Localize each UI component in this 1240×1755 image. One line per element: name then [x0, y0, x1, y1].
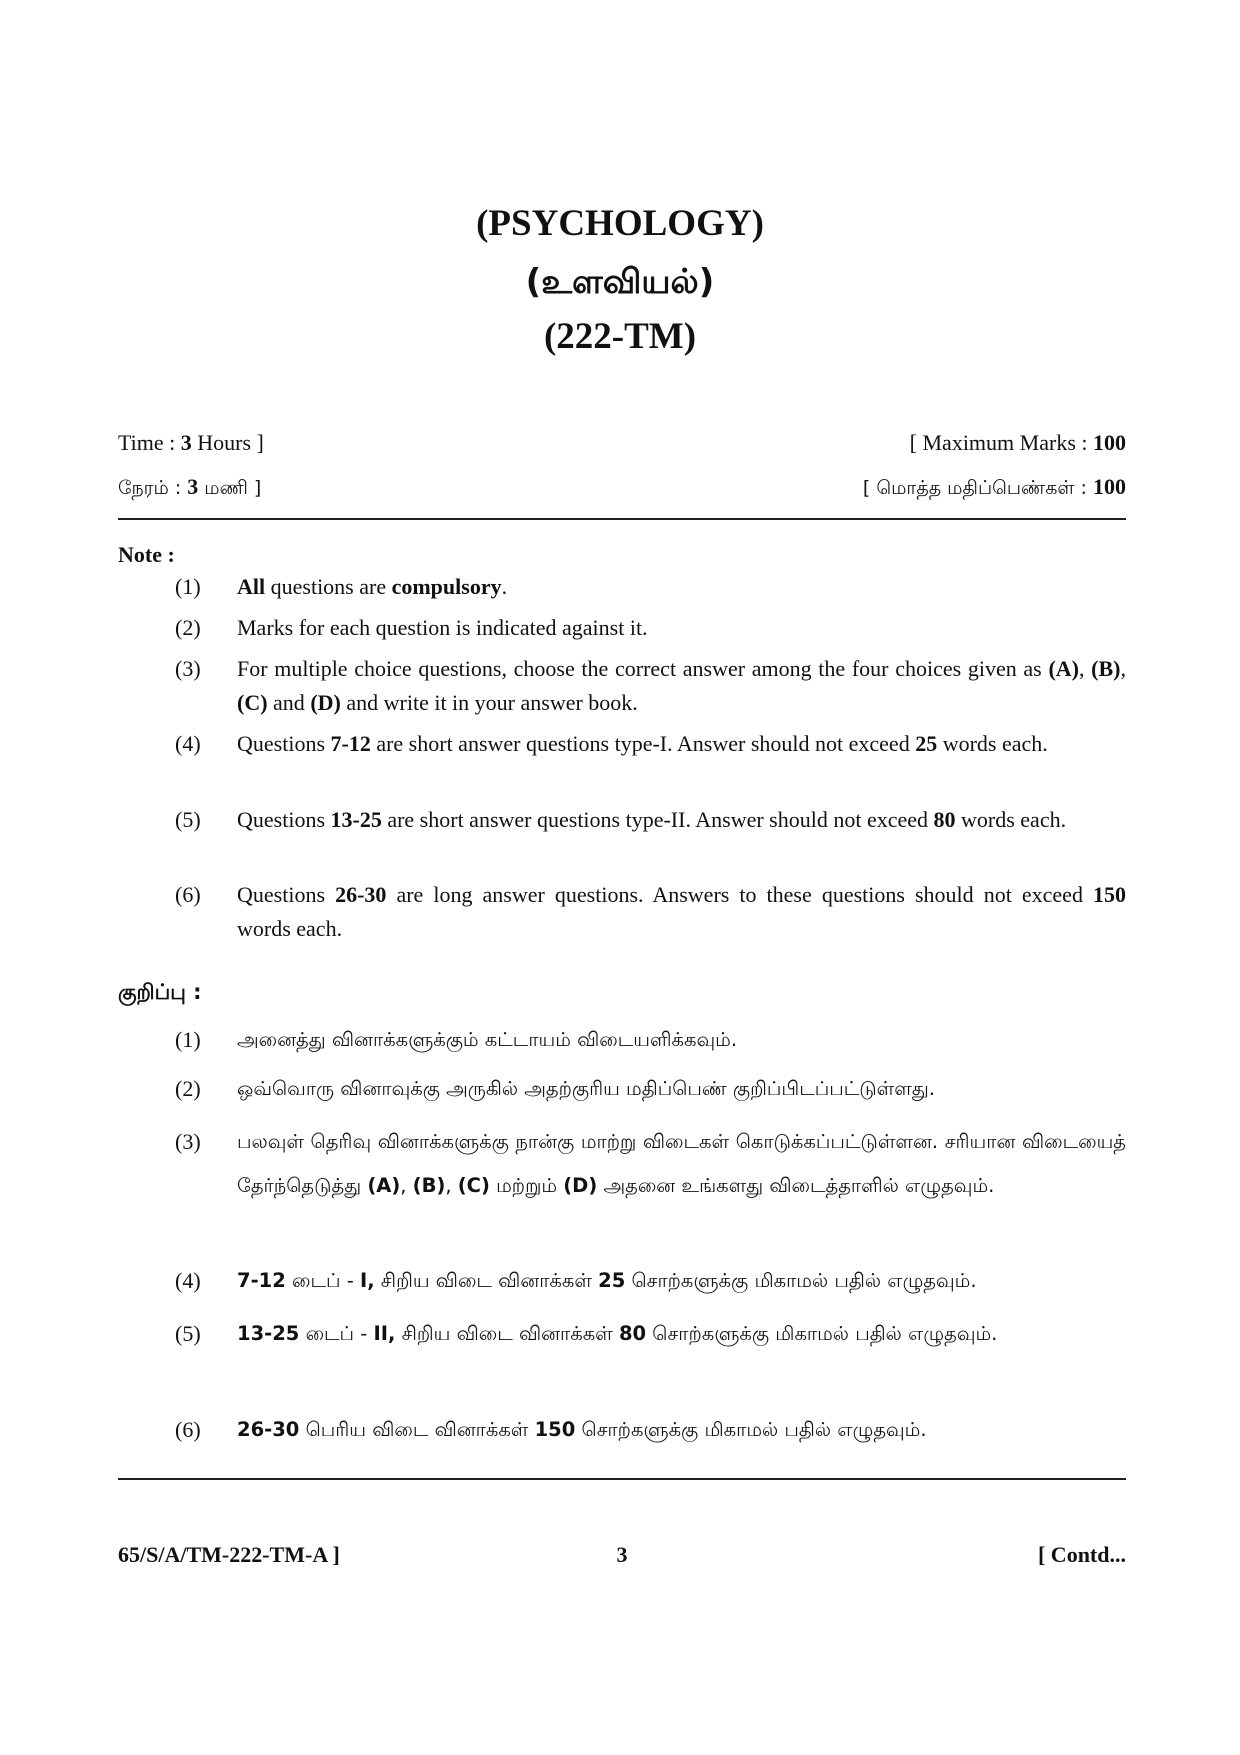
note-heading-tamil: குறிப்பு :: [118, 980, 202, 1004]
max-marks-label: [ Maximum Marks : 100: [909, 430, 1126, 455]
note-heading: Note :: [118, 542, 175, 567]
exam-page: (PSYCHOLOGY) (உளவியல்) (222-TM) Time : 3 Hours ] [ Maximum Marks : 100 நேரம் : 3 மணி ] [ மொத்த மதிப்பெண்கள் : 100 Note : (1) All questions are compulsory. (2) Marks for each question is indicated against it. (3) For multiple choice questions, choose the correct answer among the four choices given as (A), (B), (C) and (D) and write it in your answer book. (4) Questions 7-12 are short answer questions type-I. Answer should not exceed 25 words each. (5) Questions 13-25 are short answer questions type-II. Answer should not exceed 80 words each. (6) Questions 26-30 are long answer questions. Answers to these questions should not exceed 150 words each. குறிப்பு : (1) அனைத்து வினாக்களுக்கும் கட்டாயம் விடையளிக்கவும். (2) ஒவ்வொரு வினாவுக்கு அருகில் அதற்குரிய மதிப்பெண் குறிப்பிடப்பட்டுள்ளது. (3) பலவுள் தெரிவு வினாக்களுக்கு நான்கு மாற்று விடைகள் கொடுக்கப்பட்டுள்ளன. சரியான விடையைத் தேர்ந்தெடுத்து (A), (B), (C) மற்றும் (D) அதனை உங்களது விடைத்தாளில் எழுதவும். (4) 7-12 டைப் - I, சிறிய விடை வினாக்கள் 25 சொற்களுக்கு மிகாமல் பதில் எழுதவும். (5) 13-25 டைப் - II, சிறிய விடை வினாக்கள் 80 சொற்களுக்கு மிகாமல் பதில் எழுதவும். (6) 26-30 பெரிய விடை வினாக்கள் 150 சொற்களுக்கு மிகாமல் பதில் எழுதவும். 65/S/A/TM-222-TM-A ] 3 [ Contd...: [0, 0, 1240, 1755]
time-label-tamil: நேரம் : 3 மணி ]: [118, 474, 262, 499]
continued-label: [ Contd...: [1037, 1542, 1126, 1567]
max-marks-label-tamil: [ மொத்த மதிப்பெண்கள் : 100: [862, 474, 1126, 499]
subject-code: (222-TM): [543, 316, 697, 357]
subject-title: (PSYCHOLOGY): [476, 203, 764, 244]
top-divider: [118, 518, 1126, 520]
time-label: Time : 3 Hours ]: [118, 430, 264, 455]
page-number: 3: [616, 1542, 628, 1567]
paper-code: 65/S/A/TM-222-TM-A ]: [118, 1542, 340, 1567]
subject-title-tamil: (உளவியல்): [525, 262, 715, 302]
bottom-divider: [118, 1478, 1126, 1480]
